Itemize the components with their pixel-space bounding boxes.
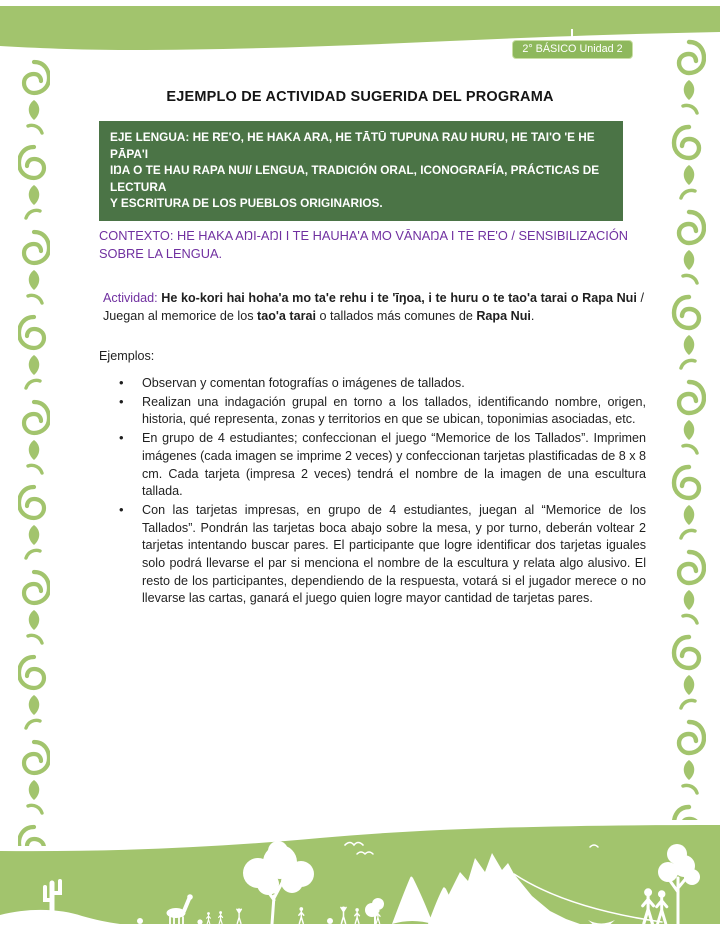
example-item — [99, 430, 646, 501]
example-item — [99, 375, 646, 393]
contexto-line-2: SOBRE LA LENGUA. — [99, 245, 223, 261]
activity-end-text: . — [530, 308, 535, 323]
landscape-silhouette — [0, 820, 720, 932]
page-title: EJEMPLO DE ACTIVIDAD SUGERIDA DEL PROGRAMA — [166, 89, 554, 105]
activity-mid-text: o tallados más comunes de — [316, 308, 477, 323]
koru-pattern-left — [18, 54, 50, 846]
example-item — [99, 502, 646, 608]
example-item — [99, 394, 646, 429]
unit-badge: 2° BÁSICO Unidad 2 — [512, 40, 633, 59]
activity-place-bold: Rapa Nui — [476, 308, 531, 323]
eje-line-2: IŊA O TE HAU RAPA NUI/ LENGUA, TRADICIÓN ORAL, ICONOGRAFÍA, PRÁCTICAS DE LECTURA — [110, 163, 600, 194]
eje-line-1: EJE LENGUA: HE RE'O, HE HAKA ARA, HE TĀTŪ TUPUNA RAU HURU, HE TAI'O 'E HE PĀPA'I — [110, 130, 595, 161]
activity-label: Actividad: — [103, 291, 158, 305]
contexto-line-1: CONTEXTO: HE HAKA AŊI-AŊI I TE HAUHA'A MO VĀNAŊA I TE RE'O / SENSIBILIZACIÓN — [99, 228, 629, 243]
eje-lengua-box — [99, 121, 623, 221]
examples-label: Ejemplos: — [99, 349, 155, 363]
activity-term-bold: tao'a tarai — [257, 308, 317, 323]
contexto-heading — [99, 227, 644, 262]
activity-rapanui-text: He ko-kori hai hoha'a mo ta'e rehu i te 'īŋoa, i te huru o te tao'a tarai o Rapa Nui — [157, 291, 637, 305]
badge-tick — [571, 29, 573, 40]
eje-line-3: Y ESCRITURA DE LOS PUEBLOS ORIGINARIOS. — [110, 196, 383, 211]
example-item-text: Realizan una indagación grupal en torno a los tallados, identificando nombre, origen, historia, qué representa, zonas y territorios en que se ubican, toponimias asociadas, etc. — [142, 394, 646, 427]
activity-paragraph — [103, 290, 644, 326]
example-item-text: Observan y comentan fotografías o imágenes de tallados. — [142, 376, 465, 390]
activity-separator-text: / Juegan al memorice de los — [103, 291, 645, 323]
example-item-text: Con las tarjetas impresas, en grupo de 4 estudiantes, juegan al “Memorice de los Tallados”. Pondrán las tarjetas boca abajo sobre la mesa, y por turno, deberán voltear 2 tarjetas intentando buscar pares. El participante que logre identificar dos tarjetas iguales solo podrá llevarse el par si menciona el nombre de la escultura y relata algo alusivo. El resto de los participantes, dependiendo de la respuesta, votará si el jugador merece o no llevarse las cartas, ganará el juego quien logre mayor cantidad de tarjetas pares. — [142, 502, 646, 606]
example-item-text: En grupo de 4 estudiantes; confeccionan el juego “Memorice de los Tallados”. Imprimen imágenes (cada imagen se imprime 2 veces) y confeccionan tarjetas plastificadas de 8 x 8 cm. Cada tarjeta (impresa 2 veces) tendrá el nombre de la imagen de una escultura tallada. — [142, 431, 647, 499]
koru-pattern-right — [671, 34, 706, 820]
examples-list — [99, 375, 646, 609]
